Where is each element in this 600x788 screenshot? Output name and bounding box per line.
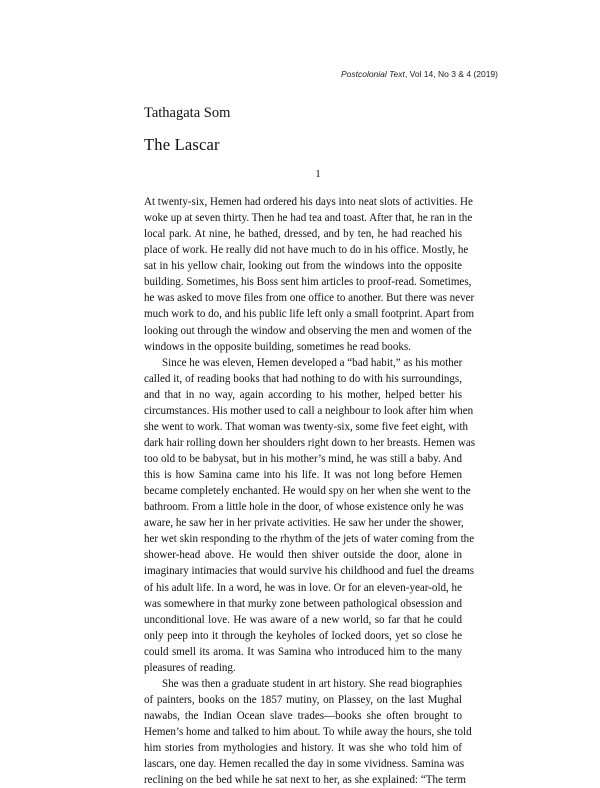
- body-line: only peep into it through the keyholes of locked doors, yet so close he: [144, 629, 462, 642]
- body-line: Hemen’s home and talked to him about. To while away the hours, she told: [144, 726, 472, 739]
- body-line: imaginary intimacies that would survive his childhood and fuel the dreams: [144, 565, 475, 578]
- body-line: called it, of reading books that had nothing to do with his surroundings,: [144, 372, 462, 385]
- body-line: much work to do, and his public life left only a small footprint. Apart from: [144, 308, 475, 321]
- body-line: circumstances. His mother used to call a neighbour to look after him when: [144, 404, 474, 417]
- body-line: of painters, books on the 1857 mutiny, on Plassey, on the last Mughal: [144, 693, 462, 706]
- body-line: shower-head above. He would then shiver outside the door, alone in: [144, 549, 462, 562]
- body-line: At twenty-six, Hemen had ordered his days into neat slots of activities. He: [144, 196, 473, 208]
- body-line: She was then a graduate student in art history. She read biographies: [162, 677, 462, 690]
- body-line: him stories from mythologies and history. It was she who told him of: [144, 742, 462, 755]
- body-line: this is how Samina came into his life. It was not long before Hemen: [144, 469, 462, 482]
- body-line: too old to be babysat, but in his mother’s mind, he was still a baby. And: [144, 453, 462, 465]
- body-line: Since he was eleven, Hemen developed a “bad habit,” as his mother: [162, 356, 463, 369]
- section-number: 1: [315, 168, 321, 180]
- body-line: of his adult life. In a word, he was in love. Or for an eleven-year-old, he: [144, 581, 462, 594]
- body-line: pleasures of reading.: [144, 661, 236, 674]
- running-header: [341, 69, 498, 79]
- body-line: place of work. He really did not have much to do in his office. Mostly, he: [144, 244, 469, 257]
- body-line: woke up at seven thirty. Then he had tea and toast. After that, he ran in the: [144, 212, 473, 225]
- article-title: The Lascar: [144, 135, 220, 154]
- body-line: unconditional love. He was aware of a new world, so far that he could: [144, 613, 462, 626]
- body-line: building. Sometimes, his Boss sent him articles to proof-read. Sometimes,: [144, 276, 472, 289]
- journal-name: Postcolonial Text: [340, 69, 405, 79]
- body-line: windows in the opposite building, sometimes he read books.: [144, 340, 411, 353]
- body-line: bathroom. From a little hole in the door, of whose existence only he was: [144, 501, 464, 514]
- body-line: was somewhere in that murky zone between pathological obsession and: [144, 597, 462, 610]
- body-line: aware, he saw her in her private activities. He saw her under the shower,: [144, 517, 464, 530]
- body-line: dark hair rolling down her shoulders right down to her breasts. Hemen was: [144, 436, 476, 449]
- body-line: reclining on the bed while he sat next to her, as she explained: “The term: [144, 774, 466, 787]
- body-line: became completely enchanted. He would spy on her when she went to the: [144, 485, 471, 498]
- journal-issue: , Vol 14, No 3 & 4 (2019): [404, 69, 498, 79]
- body-line: and that in no way, again according to his mother, helped better his: [144, 388, 462, 401]
- body-line: she went to work. That woman was twenty-six, some five feet eight, with: [144, 420, 469, 433]
- body-line: looking out through the window and observing the men and women of the: [144, 324, 472, 337]
- body-line: he was asked to move files from one office to another. But there was never: [144, 292, 475, 305]
- body-line: sat in his yellow chair, looking out from the windows into the opposite: [144, 260, 462, 273]
- body-line: lascars, one day. Hemen recalled the day in some vividness. Samina was: [144, 758, 465, 771]
- body-line: local park. At nine, he bathed, dressed, and by ten, he had reached his: [144, 228, 462, 241]
- body-line: could smell its aroma. It was Samina who introduced him to the many: [144, 645, 462, 658]
- body-text: [144, 194, 476, 788]
- body-line: her wet skin responding to the rhythm of the jets of water coming from the: [144, 533, 475, 546]
- body-line: nawabs, the Indian Ocean slave trades—books she often brought to: [144, 710, 462, 722]
- author-name: Tathagata Som: [144, 105, 231, 121]
